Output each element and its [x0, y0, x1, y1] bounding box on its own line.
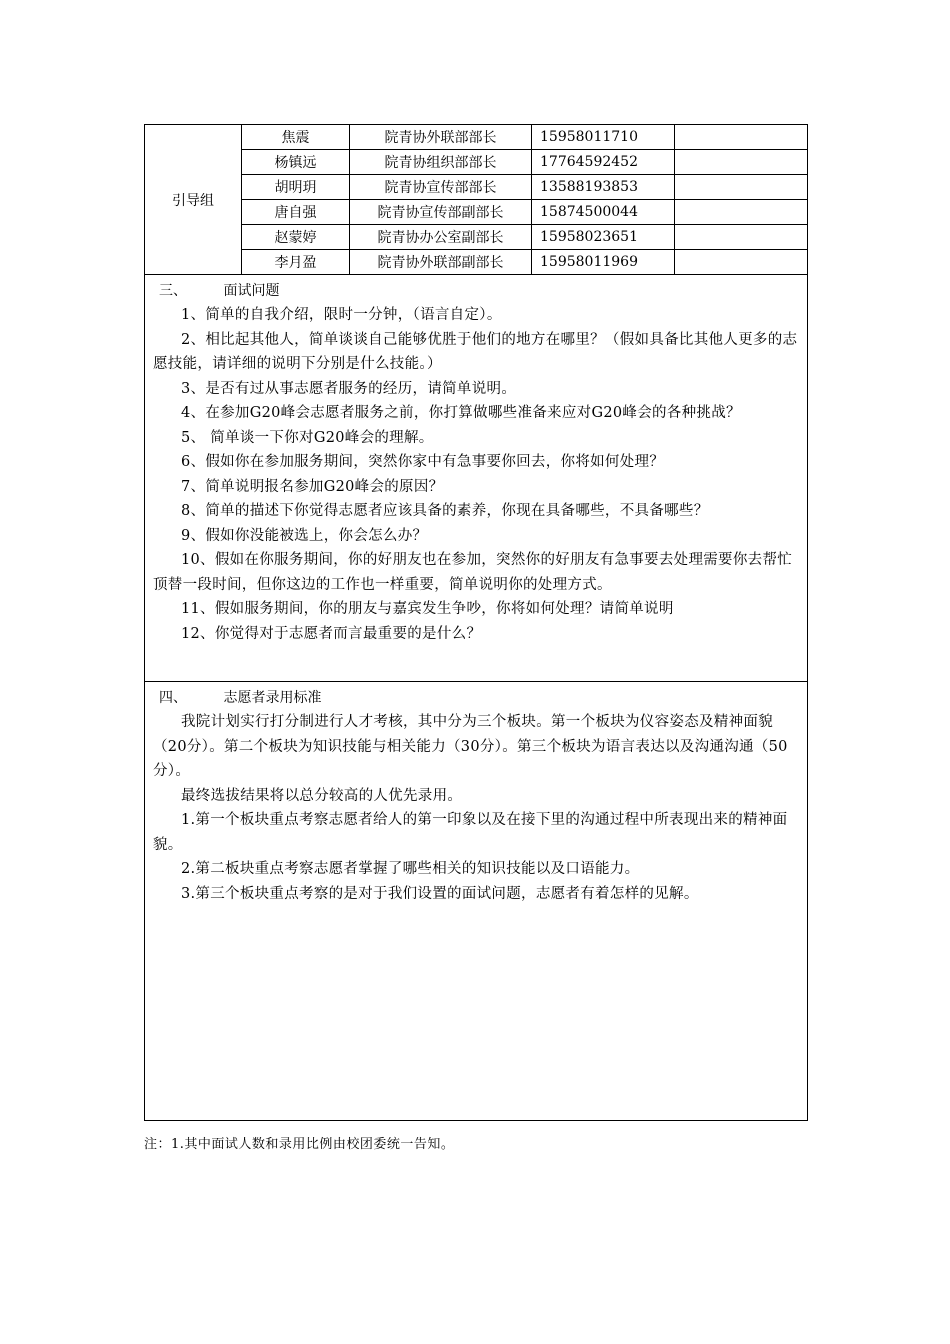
recruitment-table	[144, 124, 808, 1121]
staff-row	[145, 225, 808, 250]
group-label: 引导组	[172, 192, 214, 209]
criteria-paragraph: 最终选拔结果将以总分较高的人优先录用。	[181, 787, 463, 804]
staff-title: 院青协外联部副部长	[350, 250, 532, 275]
staff-empty-cell	[675, 125, 808, 150]
criteria-paragraph: 1.第一个板块重点考察志愿者给人的第一印象以及在接下里的沟通过程中所表现出来的精神面貌。	[153, 812, 788, 853]
staff-name: 杨镇远	[242, 150, 350, 175]
question-item: 10、假如在你服务期间，你的好朋友也在参加，突然你的好朋友有急事要去处理需要你去帮忙顶替一段时间，但你这边的工作也一样重要，简单说明你的处理方式。	[153, 552, 793, 593]
question-item: 4、在参加G20峰会志愿者服务之前，你打算做哪些准备来应对G20峰会的各种挑战？	[181, 405, 741, 421]
interview-questions-cell	[145, 275, 808, 682]
admission-criteria-section	[145, 682, 808, 1121]
staff-title: 院青协宣传部副部长	[350, 200, 532, 225]
section-number: 三、	[159, 283, 187, 299]
criteria-paragraph: 2.第二板块重点考察志愿者掌握了哪些相关的知识技能以及口语能力。	[181, 861, 640, 877]
staff-phone: 15958011969	[532, 250, 675, 275]
question-item: 1、简单的自我介绍，限时一分钟，（语言自定）。	[181, 307, 502, 323]
question-item: 5、 简单谈一下你对G20峰会的理解。	[181, 429, 434, 446]
footnote: 注：1.其中面试人数和录用比例由校团委统一告知。	[144, 1137, 455, 1152]
staff-name: 胡明玥	[242, 175, 350, 200]
staff-phone: 15958023651	[532, 225, 675, 250]
staff-title: 院青协组织部部长	[350, 150, 532, 175]
staff-empty-cell	[675, 200, 808, 225]
section-heading	[153, 279, 799, 303]
criteria-paragraph: 我院计划实行打分制进行人才考核，其中分为三个板块。第一个板块为仪容姿态及精神面貌（20分）。第二个板块为知识技能与相关能力（30分）。第三个板块为语言表达以及沟通沟通（50分）。	[153, 714, 788, 779]
section-title: 志愿者录用标准	[223, 690, 322, 706]
staff-row	[145, 125, 808, 150]
question-item: 6、假如你在参加服务期间，突然你家中有急事要你回去，你将如何处理？	[181, 454, 665, 470]
staff-row	[145, 175, 808, 200]
question-item: 3、是否有过从事志愿者服务的经历，请简单说明。	[181, 380, 517, 397]
interview-questions-section	[145, 275, 808, 682]
question-item: 9、假如你没能被选上，你会怎么办？	[181, 527, 428, 544]
criteria-paragraph: 3.第三个板块重点考察的是对于我们设置的面试问题，志愿者有着怎样的见解。	[181, 885, 699, 902]
staff-name: 焦震	[242, 125, 350, 150]
staff-empty-cell	[675, 175, 808, 200]
question-item: 2、相比起其他人，简单谈谈自己能够优胜于他们的地方在哪里？（假如具备比其他人更多的志愿技能，请详细的说明下分别是什么技能。）	[153, 331, 798, 372]
staff-empty-cell	[675, 250, 808, 275]
staff-name: 赵蒙婷	[242, 225, 350, 250]
section-heading	[153, 686, 799, 710]
staff-name: 唐自强	[242, 200, 350, 225]
staff-phone: 15958011710	[532, 125, 675, 150]
staff-row	[145, 250, 808, 275]
staff-row	[145, 150, 808, 175]
question-item: 7、简单说明报名参加G20峰会的原因？	[181, 478, 444, 495]
staff-phone: 13588193853	[532, 175, 675, 200]
staff-name: 李月盈	[242, 250, 350, 275]
staff-title: 院青协办公室副部长	[350, 225, 532, 250]
group-label-cell	[145, 125, 242, 275]
question-item: 12、你觉得对于志愿者而言最重要的是什么？	[181, 625, 482, 642]
staff-phone: 15874500044	[532, 200, 675, 225]
staff-title: 院青协外联部部长	[350, 125, 532, 150]
admission-criteria-cell	[145, 682, 808, 1121]
staff-empty-cell	[675, 225, 808, 250]
question-item: 8、简单的描述下你觉得志愿者应该具备的素养，你现在具备哪些，不具备哪些？	[181, 503, 709, 519]
question-item: 11、假如服务期间，你的朋友与嘉宾发生争吵，你将如何处理？请简单说明	[181, 601, 674, 617]
staff-empty-cell	[675, 150, 808, 175]
staff-title: 院青协宣传部部长	[350, 175, 532, 200]
staff-phone: 17764592452	[532, 150, 675, 175]
section-title: 面试问题	[223, 283, 280, 299]
section-number: 四、	[159, 690, 187, 706]
staff-row	[145, 200, 808, 225]
